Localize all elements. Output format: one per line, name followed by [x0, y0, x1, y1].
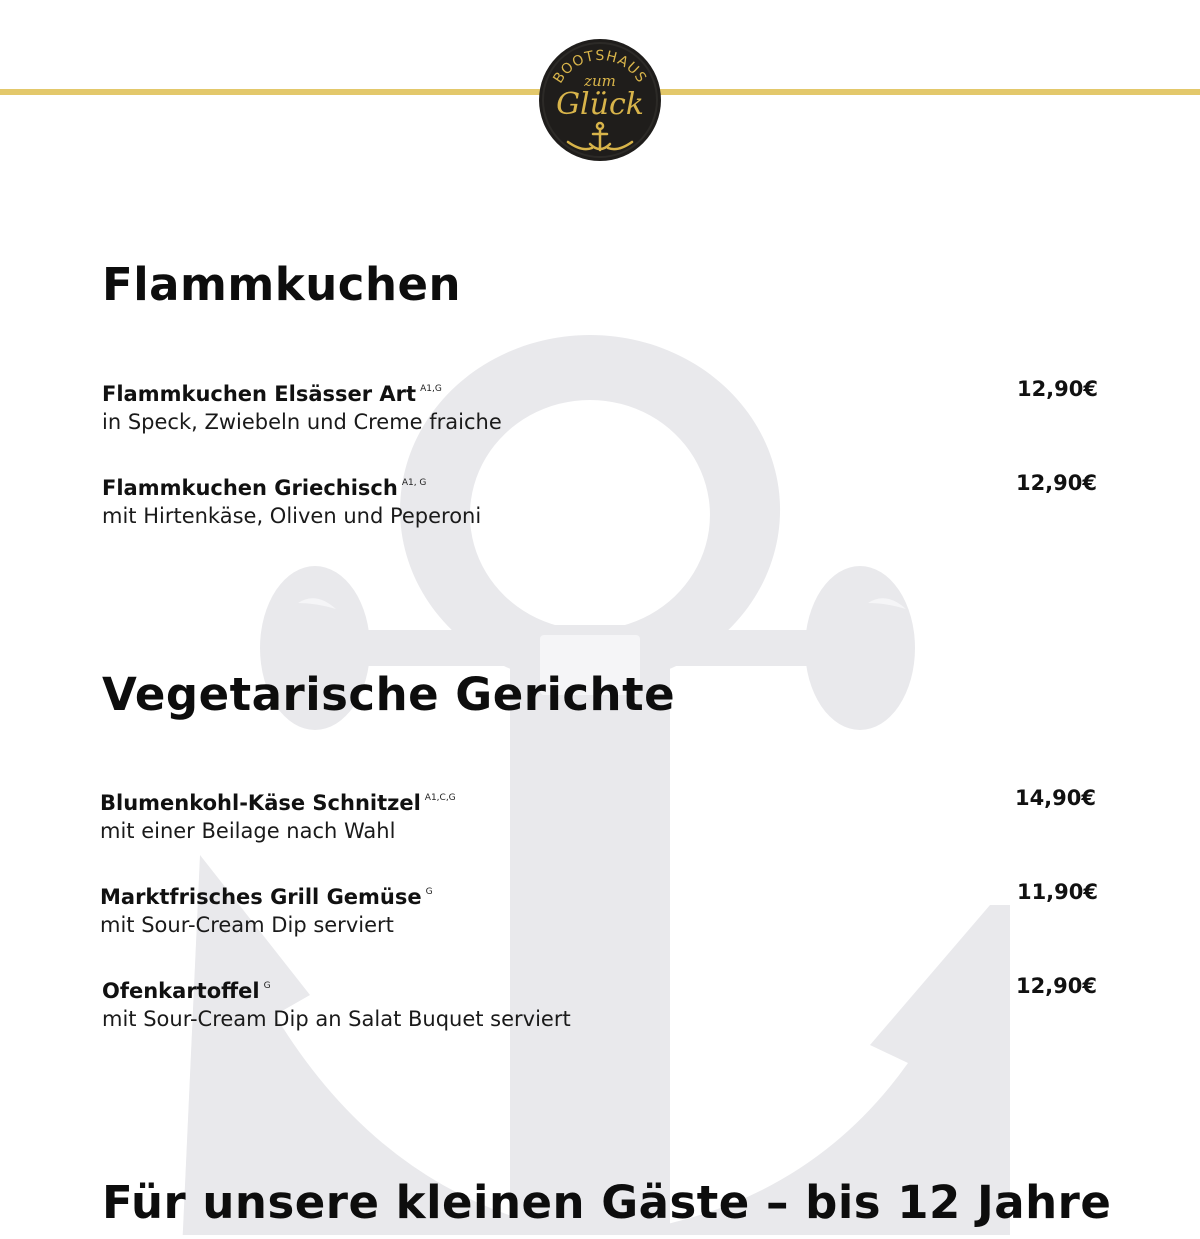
item-price: 14,90€ — [1014, 786, 1096, 810]
item-description: mit einer Beilage nach Wahl — [100, 819, 396, 843]
allergen-codes: A1,G — [420, 384, 442, 394]
item-price: 11,90€ — [1016, 880, 1098, 904]
allergen-codes: G — [263, 981, 271, 991]
item-description: in Speck, Zwiebeln und Creme fraiche — [102, 410, 502, 434]
menu-item — [102, 470, 481, 531]
item-name: Blumenkohl-Käse Schnitzel $^{A1,C,G}$ — [100, 791, 456, 815]
menu-item — [100, 785, 456, 846]
menu-item — [102, 973, 571, 1034]
item-price: 12,90€ — [1015, 974, 1097, 998]
item-name: Flammkuchen Elsässer Art $^{A1,G}$ — [102, 382, 442, 406]
item-description: mit Hirtenkäse, Oliven und Peperoni — [102, 504, 482, 528]
allergen-codes: G — [425, 887, 433, 897]
menu-item — [102, 376, 502, 437]
item-name: Ofenkartoffel $^G$ — [102, 979, 271, 1003]
item-price: 12,90€ — [1015, 471, 1097, 495]
menu-item — [100, 879, 433, 940]
logo-arc-text: BOOTSHAUS — [550, 47, 650, 87]
logo-main-text: Glück — [556, 87, 644, 122]
item-name: Marktfrisches Grill Gemüse $^G$ — [100, 885, 433, 909]
section-title-flammkuchen: Flammkuchen — [102, 258, 462, 311]
item-price: 12,90€ — [1016, 377, 1098, 401]
section-title-vegetarische-gerichte: Vegetarische Gerichte — [102, 668, 676, 721]
allergen-codes: A1,C,G — [424, 793, 456, 803]
section-title-kinder: Für unsere kleinen Gäste – bis 12 Jahre — [102, 1176, 1112, 1229]
item-description: mit Sour-Cream Dip an Salat Buquet serviert — [102, 1007, 571, 1031]
allergen-codes: A1, G — [401, 478, 427, 488]
item-name: Flammkuchen Griechisch $^{A1, G}$ — [102, 476, 427, 500]
restaurant-logo — [538, 38, 662, 162]
logo-small-text: zum — [584, 72, 616, 90]
item-description: mit Sour-Cream Dip serviert — [100, 913, 394, 937]
